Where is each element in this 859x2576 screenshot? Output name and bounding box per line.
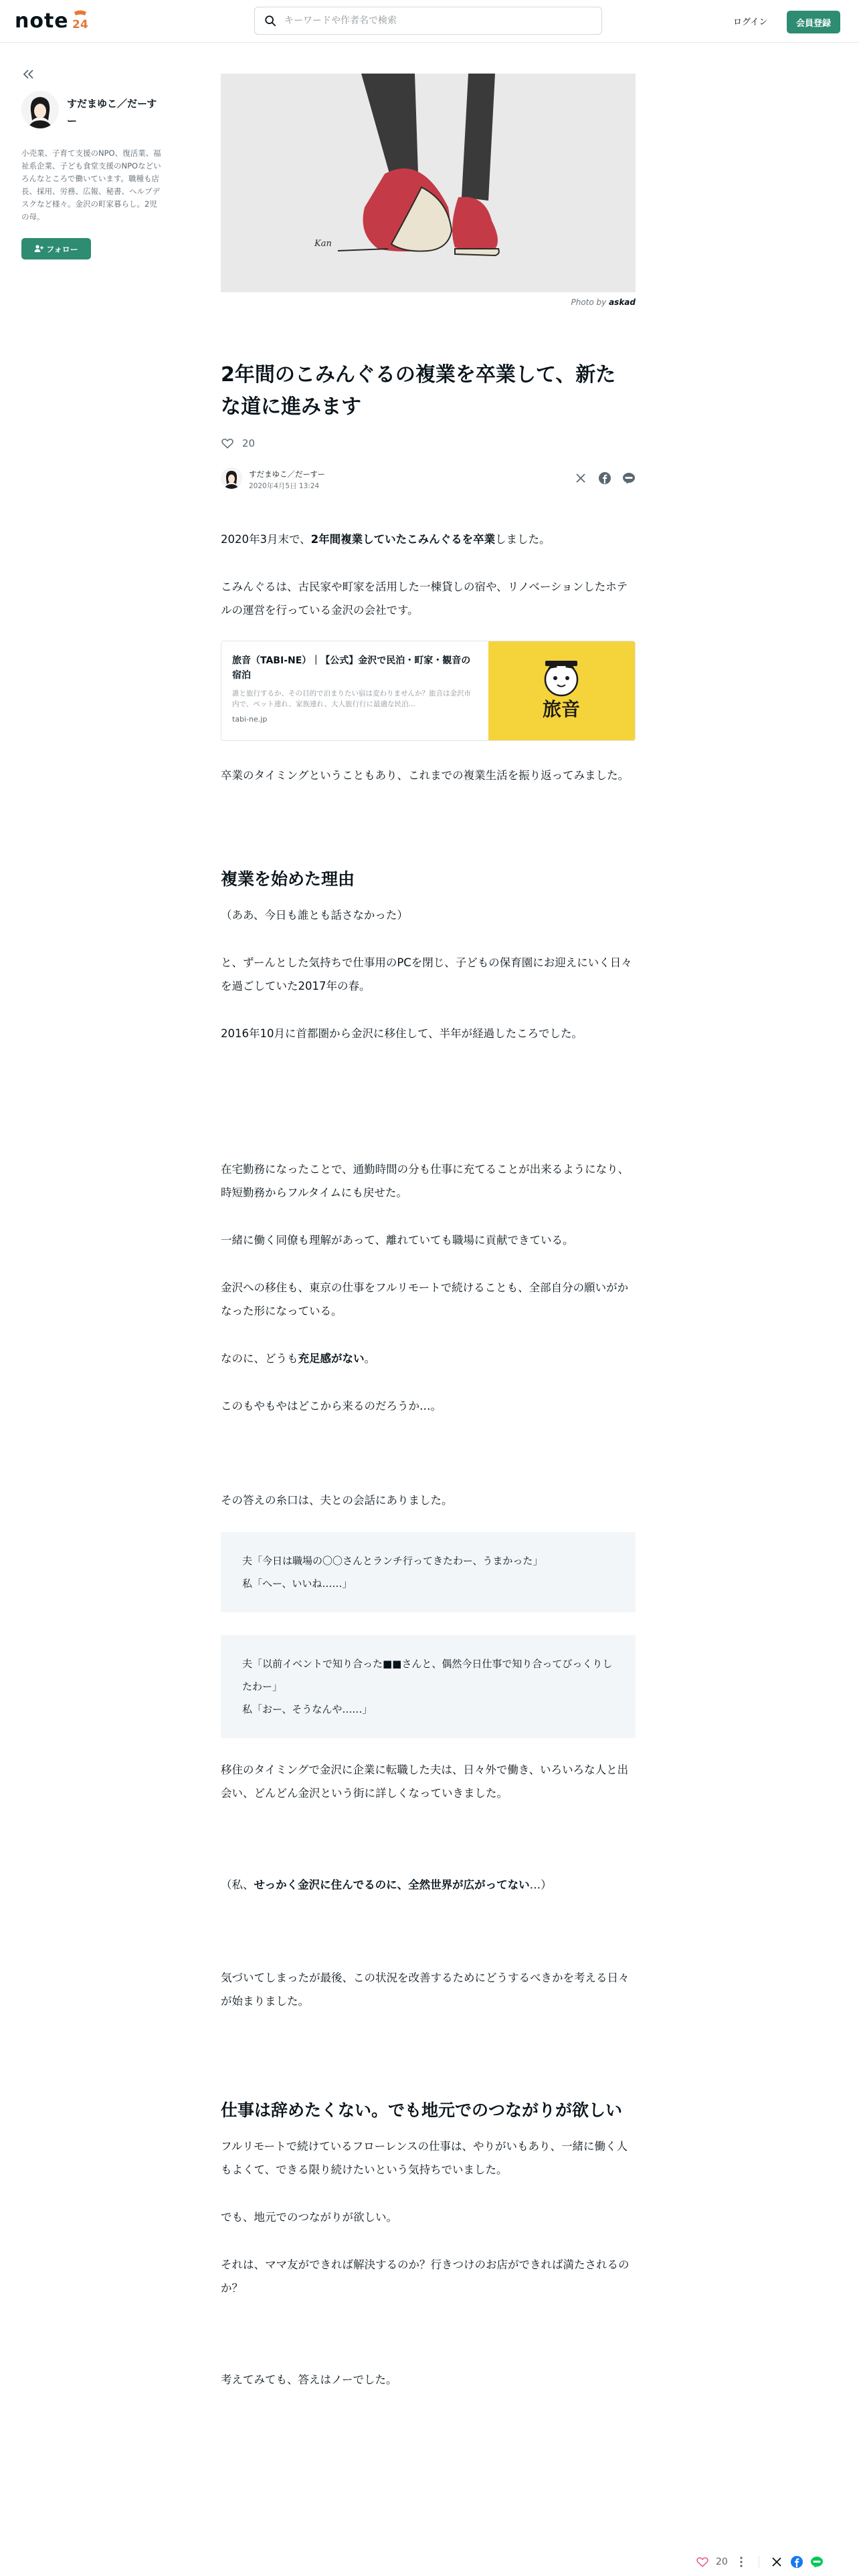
follow-label: フォロー [46,244,78,254]
quote-line: 夫「今日は職場の〇〇さんとランチ行ってきたわー、うまかった」 [242,1555,543,1567]
author-row [21,91,162,130]
paragraph [221,1347,636,1370]
sneakers-illustration [221,74,636,292]
note-logo[interactable] [15,9,90,33]
svg-text:Kan: Kan [314,239,332,249]
p10-bold: 充足感がない [298,1352,365,1365]
section-heading: 仕事は辞めたくない。でも地元でのつながりが欲しい [221,2101,623,2120]
quote-line: 私「へー、いいね……」 [242,1578,353,1590]
like-row [221,437,636,450]
facebook-share-icon[interactable] [790,2555,803,2569]
p1-bold: 2年間複業していたこみんぐるを卒業 [310,533,496,546]
collapse-sidebar-icon[interactable] [21,67,36,82]
p1-pre: 2020年3月末で、 [221,533,311,546]
p14-pre: （私、 [221,1879,254,1891]
paragraph [221,528,636,551]
site-header [0,0,859,43]
paragraph: 移住のタイミングで金沢に企業に転職した夫は、日々外で働き、いろいろな人と出会い、どんどん金沢という街に詳しくなっていきました。 [221,1763,629,1800]
search-icon [264,15,276,27]
tabine-logo-icon [521,651,601,732]
embed-thumbnail [488,641,635,741]
follow-button[interactable] [21,238,91,259]
add-user-icon [34,244,43,253]
article-title: 2年間のこみんぐるの複業を卒業して、新たな道に進みます [221,363,616,419]
paragraph: その答えの糸口は、夫との会話にありました。 [221,1494,453,1507]
meta-author-avatar[interactable] [221,467,242,489]
paragraph: こみんぐるは、古民家や町家を活用した一棟貸しの宿や、リノベーションしたホテルの運営を行っている金沢の会社です。 [221,580,628,617]
p14-post: …） [529,1879,552,1891]
like-count[interactable]: 20 [242,437,256,449]
paragraph: 一緒に働く同僚も理解があって、離れていても職場に貢献できている。 [221,1234,574,1247]
floating-action-bar [696,2553,824,2571]
paragraph: このもやもやはどこから来るのだろうか…。 [221,1400,442,1412]
section-heading: 複業を始めた理由 [221,869,355,889]
p1-post: しました。 [495,533,551,546]
avatar-illustration-icon [221,467,242,489]
heart-icon[interactable] [696,2555,709,2569]
author-bio: 小売業、子育て支援のNPO、復活業、福祉系企業、子ども食堂支援のNPOなどいろんなところで働いています。職種も店長、採用、労務、広報、秘書、ヘルプデスクなど様々。金沢の町家暮らし。2児の母。 [21,148,161,221]
paragraph: 2016年10月に首都圏から金沢に移住して、半年が経過したころでした。 [221,1027,583,1040]
paragraph: 金沢への移住も、東京の仕事をフルリモートで続けることも、全部自分の願いがかなった形になっている。 [221,1281,629,1317]
paragraph: 考えてみても、答えはノーでした。 [221,2373,397,2386]
quote-line: 私「おー、そうなんや……」 [242,1703,373,1715]
article [221,74,636,2391]
paragraph: 在宅勤務になったことで、通勤時間の分も仕事に充てることが出来るようになり、時短勤務からフルタイムにも戻せた。 [221,1163,630,1199]
quote-line: 夫「以前イベントで知り合った■■さんと、偶然今日仕事で知り合ってびっくりしたわー」 [242,1658,613,1693]
line-share-icon[interactable] [622,471,636,485]
embed-description: 誰と旅行するか、その目的で泊まりたい宿は変わりませんか？旅音は金沢市内で、ペット連れ、家族連れ、大人旅行行に最適な民泊... [232,689,471,708]
photo-credit-prefix: Photo by [571,298,607,307]
x-share-icon[interactable] [574,471,587,485]
meta-author-name[interactable]: すだまゆこ／だーすー [249,469,326,479]
x-share-icon[interactable] [770,2555,783,2569]
paragraph: フルリモートで続けているフローレンスの仕事は、やりがいもあり、一緒に働く人もよくて、できる限り続けたいという気持ちでいました。 [221,2140,628,2176]
anniversary-badge-icon [70,9,90,31]
quote-block [221,1635,636,1738]
embed-logo-text: 旅音 [543,698,581,720]
line-share-icon[interactable] [810,2555,824,2569]
p10-pre: なのに、どうも [221,1352,298,1365]
more-options-icon[interactable] [735,2555,748,2569]
article-meta [221,467,636,492]
logo-text: note [15,9,69,33]
paragraph: 気づいてしまったが最後、この状況を改善するためにどうするべきかを考える日々が始まりました。 [221,1971,630,2008]
login-link[interactable]: ログイン [733,17,768,27]
author-avatar[interactable] [21,91,59,128]
paragraph: それは、ママ友ができれば解決するのか？行きつけのお店ができれば満たされるのか？ [221,2258,630,2294]
photo-credit-name[interactable]: askad [609,298,636,307]
link-embed-card[interactable] [221,641,636,741]
paragraph [221,1873,636,1897]
p14-bold: せっかく金沢に住んでるのに、全然世界が広がってない [254,1879,530,1891]
photo-credit [221,298,636,307]
search-input[interactable] [284,15,592,26]
share-buttons [574,471,636,485]
svg-text:24: 24 [72,18,88,31]
hero-image [221,74,636,292]
facebook-share-icon[interactable] [598,471,611,485]
quote-block [221,1532,636,1612]
embed-text [221,641,488,740]
signup-button[interactable]: 会員登録 [787,11,840,33]
paragraph: でも、地元でのつながりが欲しい。 [221,2211,397,2224]
sidebar-author-name[interactable]: すだまゆこ／だーすー [67,98,157,127]
paragraph: 卒業のタイミングということもあり、これまでの複業生活を振り返ってみました。 [221,769,630,782]
p10-post: 。 [364,1352,375,1365]
paragraph: と、ずーんとした気持ちで仕事用のPCを閉じ、子どもの保育園にお迎えにいく日々を過ごしていた2017年の春。 [221,956,632,992]
paragraph: （ああ、今日も誰とも話さなかった） [221,909,408,922]
search-box[interactable] [254,7,602,35]
embed-url: tabi-ne.jp [232,715,268,724]
publish-date: 2020年4月5日 13:24 [249,482,320,490]
embed-title: 旅音（TABI-NE）｜【公式】金沢で民泊・町家・観音の宿泊 [232,655,471,681]
floating-like-count[interactable]: 20 [716,2557,728,2567]
heart-icon[interactable] [221,437,234,450]
avatar-illustration-icon [21,91,59,128]
author-sidebar [21,67,162,259]
